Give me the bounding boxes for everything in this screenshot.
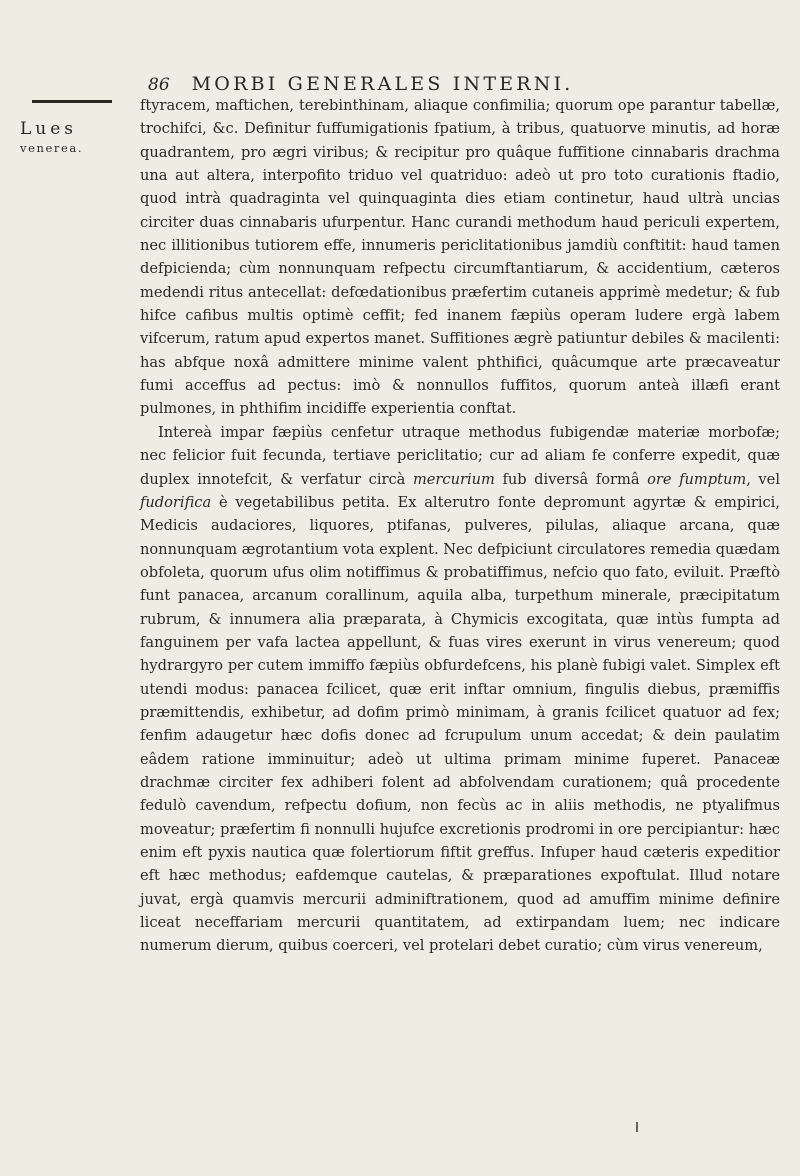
paragraph-segment: Intereà impar fæpiùs cenfetur utraque methodus fubigendæ materiæ morbofæ; nec felicior fuit fecunda, tertiave periclitatio; cur ad aliam fe conferre expedit, quæ duplex innotefcit, & verfatur circà xyxy=(140,423,780,488)
running-title: MORBI GENERALES INTERNI. xyxy=(191,73,574,95)
margin-note-line-1: Lues xyxy=(20,119,78,139)
paragraph-2 xyxy=(140,421,780,958)
paragraph-segment: fub diversâ formâ xyxy=(494,470,648,488)
page-edge-mark xyxy=(636,1122,638,1132)
paragraph-segment: ftyracem, maftichen, terebinthinam, aliaque confimilia; quorum ope parantur tabellæ, trochifci, &c. Definitur fuffumigationis fpatium, à tribus, quatuorve minutis, ad horæ quadrantem, pro ægri viribus; & recipitur pro quâque fuffitione cinnabaris drachma una aut altera, interpofito triduo vel quatriduo: adeò ut pro toto curationis ftadio, quod intrà quadraginta vel quinquaginta dies etiam continetur, haud ultrà uncias circiter duas cinnabaris ufurpentur. Hanc curandi methodum haud periculi expertem, nec illitionibus tutiorem effe, innumeris periclitationibus jamdiù conftitit: haud tamen defpicienda; cùm nonnunquam refpectu circumftantiarum, & accidentium, cæteros medendi ritus antecellat: defœdationibus præfertim cutaneis apprimè medetur; & fub hifce cafibus multis optimè ceffit; fed inanem fæpiùs operam ludere ergà labem vifcerum, ratum apud expertos manet. Suffitiones ægrè patiuntur debiles & macilenti: has abfque noxâ admittere minime valent phthifici, quâcumque arte præcaveatur fumi acceffus ad pectus: imò & nonnullos fuffitos, quorum anteà illæfi erant pulmones, in phthifim incidiffe experientia conftat. xyxy=(140,97,780,418)
paragraph-segment-italic: fudorifica xyxy=(140,493,212,511)
paragraph-segment-italic: ore fumptum xyxy=(647,470,747,488)
margin-note-line-2: venerea. xyxy=(20,140,84,155)
margin-rule xyxy=(32,100,112,103)
paragraph-1 xyxy=(140,94,780,421)
paragraph-segment-italic: mercurium xyxy=(412,470,495,488)
body-text xyxy=(140,94,780,958)
paragraph-segment: è vegetabilibus petita. Ex alterutro fonte depromunt agyrtæ & empirici, Medicis audaciores, liquores, ptifanas, pulveres, pilulas, aliaque arcana, quæ nonnunquam ægrotantium vota explent. Nec defpiciunt circulatores remedia quædam obfoleta, quorum ufus olim notiffimus & probatiffimus, nefcio quo fato, eviluit. Præftò funt panacea, arcanum corallinum, aquila alba, turpethum minerale, præcipitatum rubrum, & innumera alia præparata, à Chymicis excogitata, quæ intùs fumpta ad fanguinem per vafa lactea appellunt, & fuas vires exerunt in virus venereum; quod hydrargyro per cutem immiffo fæpiùs obfurdefcens, his planè fubigi valet. Simplex eft utendi modus: panacea fcilicet, quæ erit inftar omnium, fingulis diebus, præmiffis præmittendis, exhibetur, ad dofim primò minimam, à granis fcilicet quatuor ad fex; fenfim adaugetur hæc dofis donec ad fcrupulum unum accedat; & dein paulatim eâdem ratione imminuitur; adeò ut ultima primam minime fuperet. Panaceæ drachmæ circiter fex adhiberi folent ad abfolvendam curationem; quâ procedente fedulò cavendum, refpectu dofium, non fecùs ac in aliis methodis, ne ptyalifmus moveatur; præfertim fi nonnulli hujufce excretionis prodromi in ore percipiantur: hæc enim eft pyxis nautica quæ folertiorum fiftit greffus. Infuper haud cæteris expeditior eft hæc methodus; eafdemque cautelas, & præparationes expoftulat. Illud notare juvat, ergà quamvis mercurii adminiftrationem, quod ad amuffim minime definire liceat neceffariam mercurii quantitatem, ad extirpandam luem; nec indicare numerum dierum, quibus coerceri, vel protelari debet curatio; cùm virus venereum, xyxy=(140,493,780,955)
paragraph-segment: , vel xyxy=(746,470,780,488)
margin-note xyxy=(20,118,130,156)
page-number: 86 xyxy=(148,75,170,95)
